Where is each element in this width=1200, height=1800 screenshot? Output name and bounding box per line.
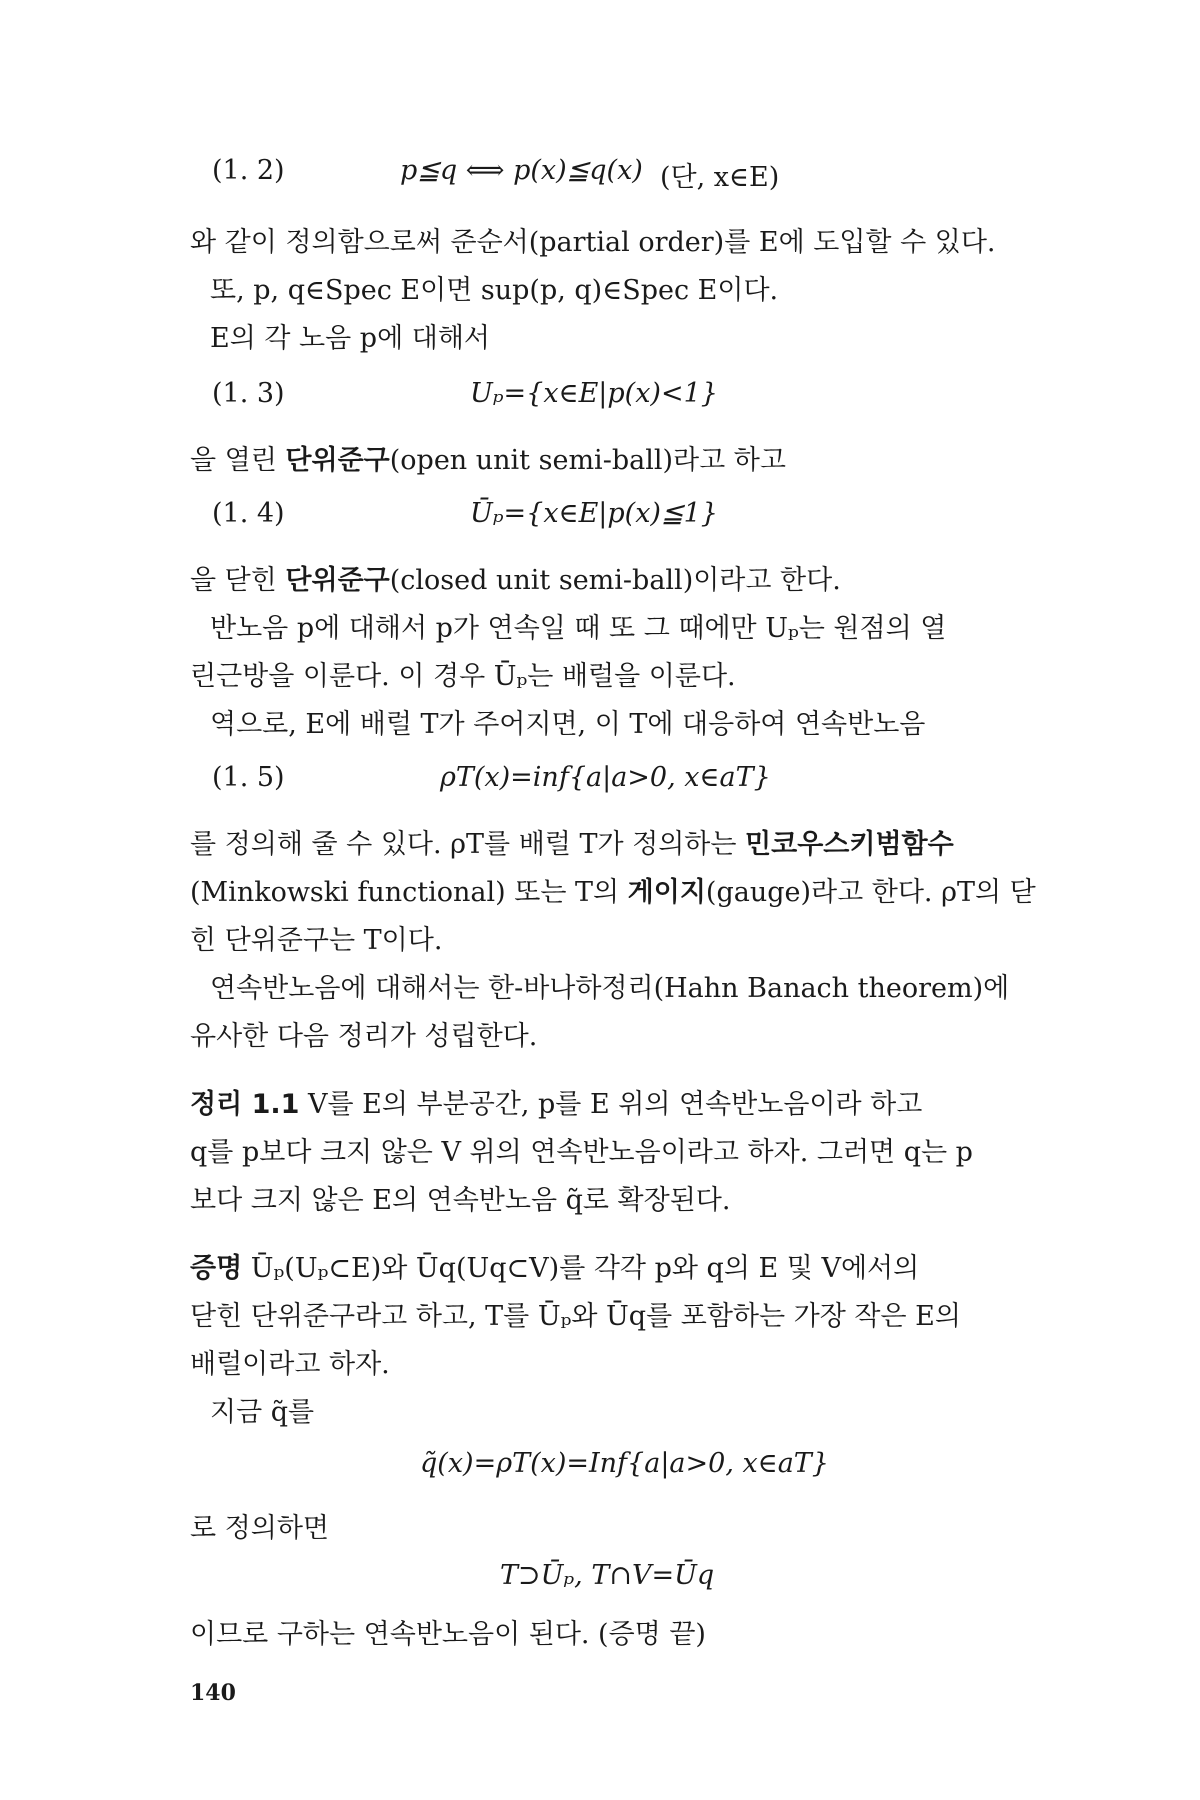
text-span: (gauge)라고 한다. ρT의 닫 — [705, 877, 1036, 908]
text-span: (closed unit semi-ball)이라고 한다. — [389, 565, 841, 596]
theorem-line — [190, 1082, 922, 1121]
text-line — [190, 438, 786, 477]
page-number: 140 — [190, 1680, 236, 1706]
term-bold: 게이지 — [627, 877, 706, 908]
equation: Uₚ={x∈E|p(x)<1} — [470, 378, 718, 409]
text-span: Ūₚ(Uₚ⊂E)와 Ūq(Uq⊂V)를 각각 p와 q의 E 및 V에서의 — [242, 1253, 920, 1284]
text-span: V를 E의 부분공간, p를 E 위의 연속반노음이라 하고 — [299, 1089, 923, 1120]
text-line — [190, 558, 841, 597]
text-line: 보다 크지 않은 E의 연속반노음 q̃로 확장된다. — [190, 1185, 731, 1216]
proof-line — [190, 1246, 919, 1285]
equation-number: (1. 4) — [212, 498, 285, 529]
equation-condition: (단, x∈E) — [660, 162, 780, 193]
text-span: (Minkowski functional) 또는 T의 — [190, 877, 628, 908]
text-line: 유사한 다음 정리가 성립한다. — [190, 1021, 538, 1052]
text-line: 연속반노음에 대해서는 한-바나하정리(Hahn Banach theorem)에 — [210, 973, 1010, 1004]
equation: q̃(x)=ρT(x)=Inf{a|a>0, x∈aT} — [420, 1448, 829, 1479]
text-line: 또, p, q∈Spec E이면 sup(p, q)∈Spec E이다. — [210, 275, 779, 306]
equation-number: (1. 3) — [212, 378, 285, 409]
term-bold: 민코우스키범함수 — [745, 829, 954, 860]
equation: T⊃Ūₚ, T∩V=Ūq — [500, 1560, 715, 1591]
text-span: 을 열린 — [190, 445, 286, 476]
term-bold: 단위준구 — [285, 565, 390, 596]
text-span: (open unit semi-ball)라고 하고 — [389, 445, 786, 476]
text-line: 와 같이 정의함으로써 준순서(partial order)를 E에 도입할 수 있다. — [190, 227, 996, 258]
equation: ρT(x)=inf{a|a>0, x∈aT} — [440, 762, 771, 793]
text-line: 힌 단위준구는 T이다. — [190, 925, 443, 956]
proof-label: 증명 — [190, 1253, 243, 1284]
text-line: 반노음 p에 대해서 p가 연속일 때 또 그 때에만 Uₚ는 원점의 열 — [210, 613, 947, 644]
equation-number: (1. 5) — [212, 762, 285, 793]
text-line — [190, 822, 954, 861]
text-line — [190, 870, 1036, 909]
text-span: 를 정의해 줄 수 있다. ρT를 배럴 T가 정의하는 — [190, 829, 746, 860]
text-line: 배럴이라고 하자. — [190, 1349, 390, 1380]
text-line: 닫힌 단위준구라고 하고, T를 Ūₚ와 Ūq를 포함하는 가장 작은 E의 — [190, 1301, 961, 1332]
text-line: 역으로, E에 배럴 T가 주어지면, 이 T에 대응하여 연속반노음 — [210, 709, 926, 740]
text-line: E의 각 노음 p에 대해서 — [210, 323, 490, 354]
theorem-label: 정리 1.1 — [190, 1089, 300, 1120]
text-span: 을 닫힌 — [190, 565, 286, 596]
equation: Ūₚ={x∈E|p(x)≦1} — [470, 498, 718, 529]
text-line: 린근방을 이룬다. 이 경우 Ūₚ는 배럴을 이룬다. — [190, 661, 736, 692]
text-line: 로 정의하면 — [190, 1513, 329, 1544]
text-line: 이므로 구하는 연속반노음이 된다. (증명 끝) — [190, 1619, 706, 1650]
text-line: 지금 q̃를 — [210, 1397, 315, 1428]
term-bold: 단위준구 — [285, 445, 390, 476]
text-line: q를 p보다 크지 않은 V 위의 연속반노음이라고 하자. 그러면 q는 p — [190, 1137, 973, 1168]
equation: p≦q ⟺ p(x)≦q(x) — [400, 155, 643, 186]
equation-number: (1. 2) — [212, 155, 285, 186]
